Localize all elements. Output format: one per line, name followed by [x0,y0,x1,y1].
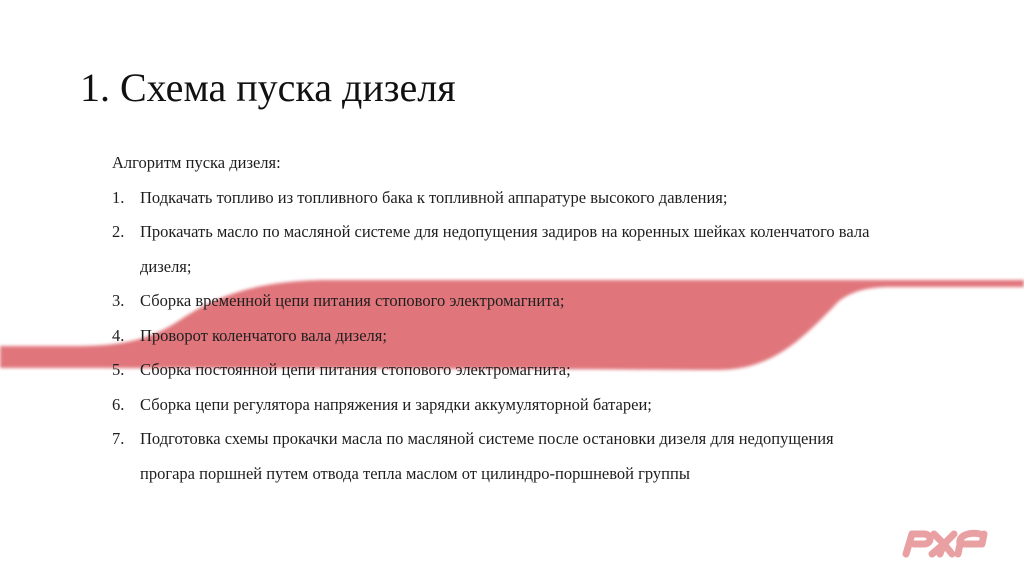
step-text: Проворот коленчатого вала дизеля; [140,325,387,345]
slide-title: 1. Схема пуска дизеля [80,65,456,110]
step-number: 7. [112,429,125,448]
step-number: 1. [112,187,125,207]
step-text: Подкачать топливо из топливного бака к топливной аппаратуре высокого давления; [140,187,728,207]
list-item [112,284,872,319]
step-number: 5. [112,360,125,379]
list-item [112,353,872,388]
step-text: Сборка временной цепи питания стопового электромагнита; [140,291,565,310]
step-text: Сборка цепи регулятора напряжения и зарядки аккумуляторной батареи; [140,394,652,414]
steps-list [112,181,872,492]
step-number: 6. [112,394,125,414]
list-item [112,319,872,354]
rzd-logo-icon [898,520,990,560]
step-text: Сборка постоянной цепи питания стопового электромагнита; [140,360,571,379]
step-text: Подготовка схемы прокачки масла по масляной системе после остановки дизеля для недопущения прогара поршней путем отвода тепла маслом от цилиндро-поршневой группы [140,429,834,483]
list-item [112,181,872,216]
intro-text: Алгоритм пуска дизеля: [112,153,281,172]
step-number: 4. [112,325,125,345]
step-number: 2. [112,222,125,241]
content-body [112,146,872,491]
list-item [112,388,872,423]
list-item [112,215,872,284]
list-item [112,422,872,491]
step-number: 3. [112,291,125,310]
step-text: Прокачать масло по масляной системе для недопущения задиров на коренных шейках коленчатого вала дизеля; [140,222,870,276]
